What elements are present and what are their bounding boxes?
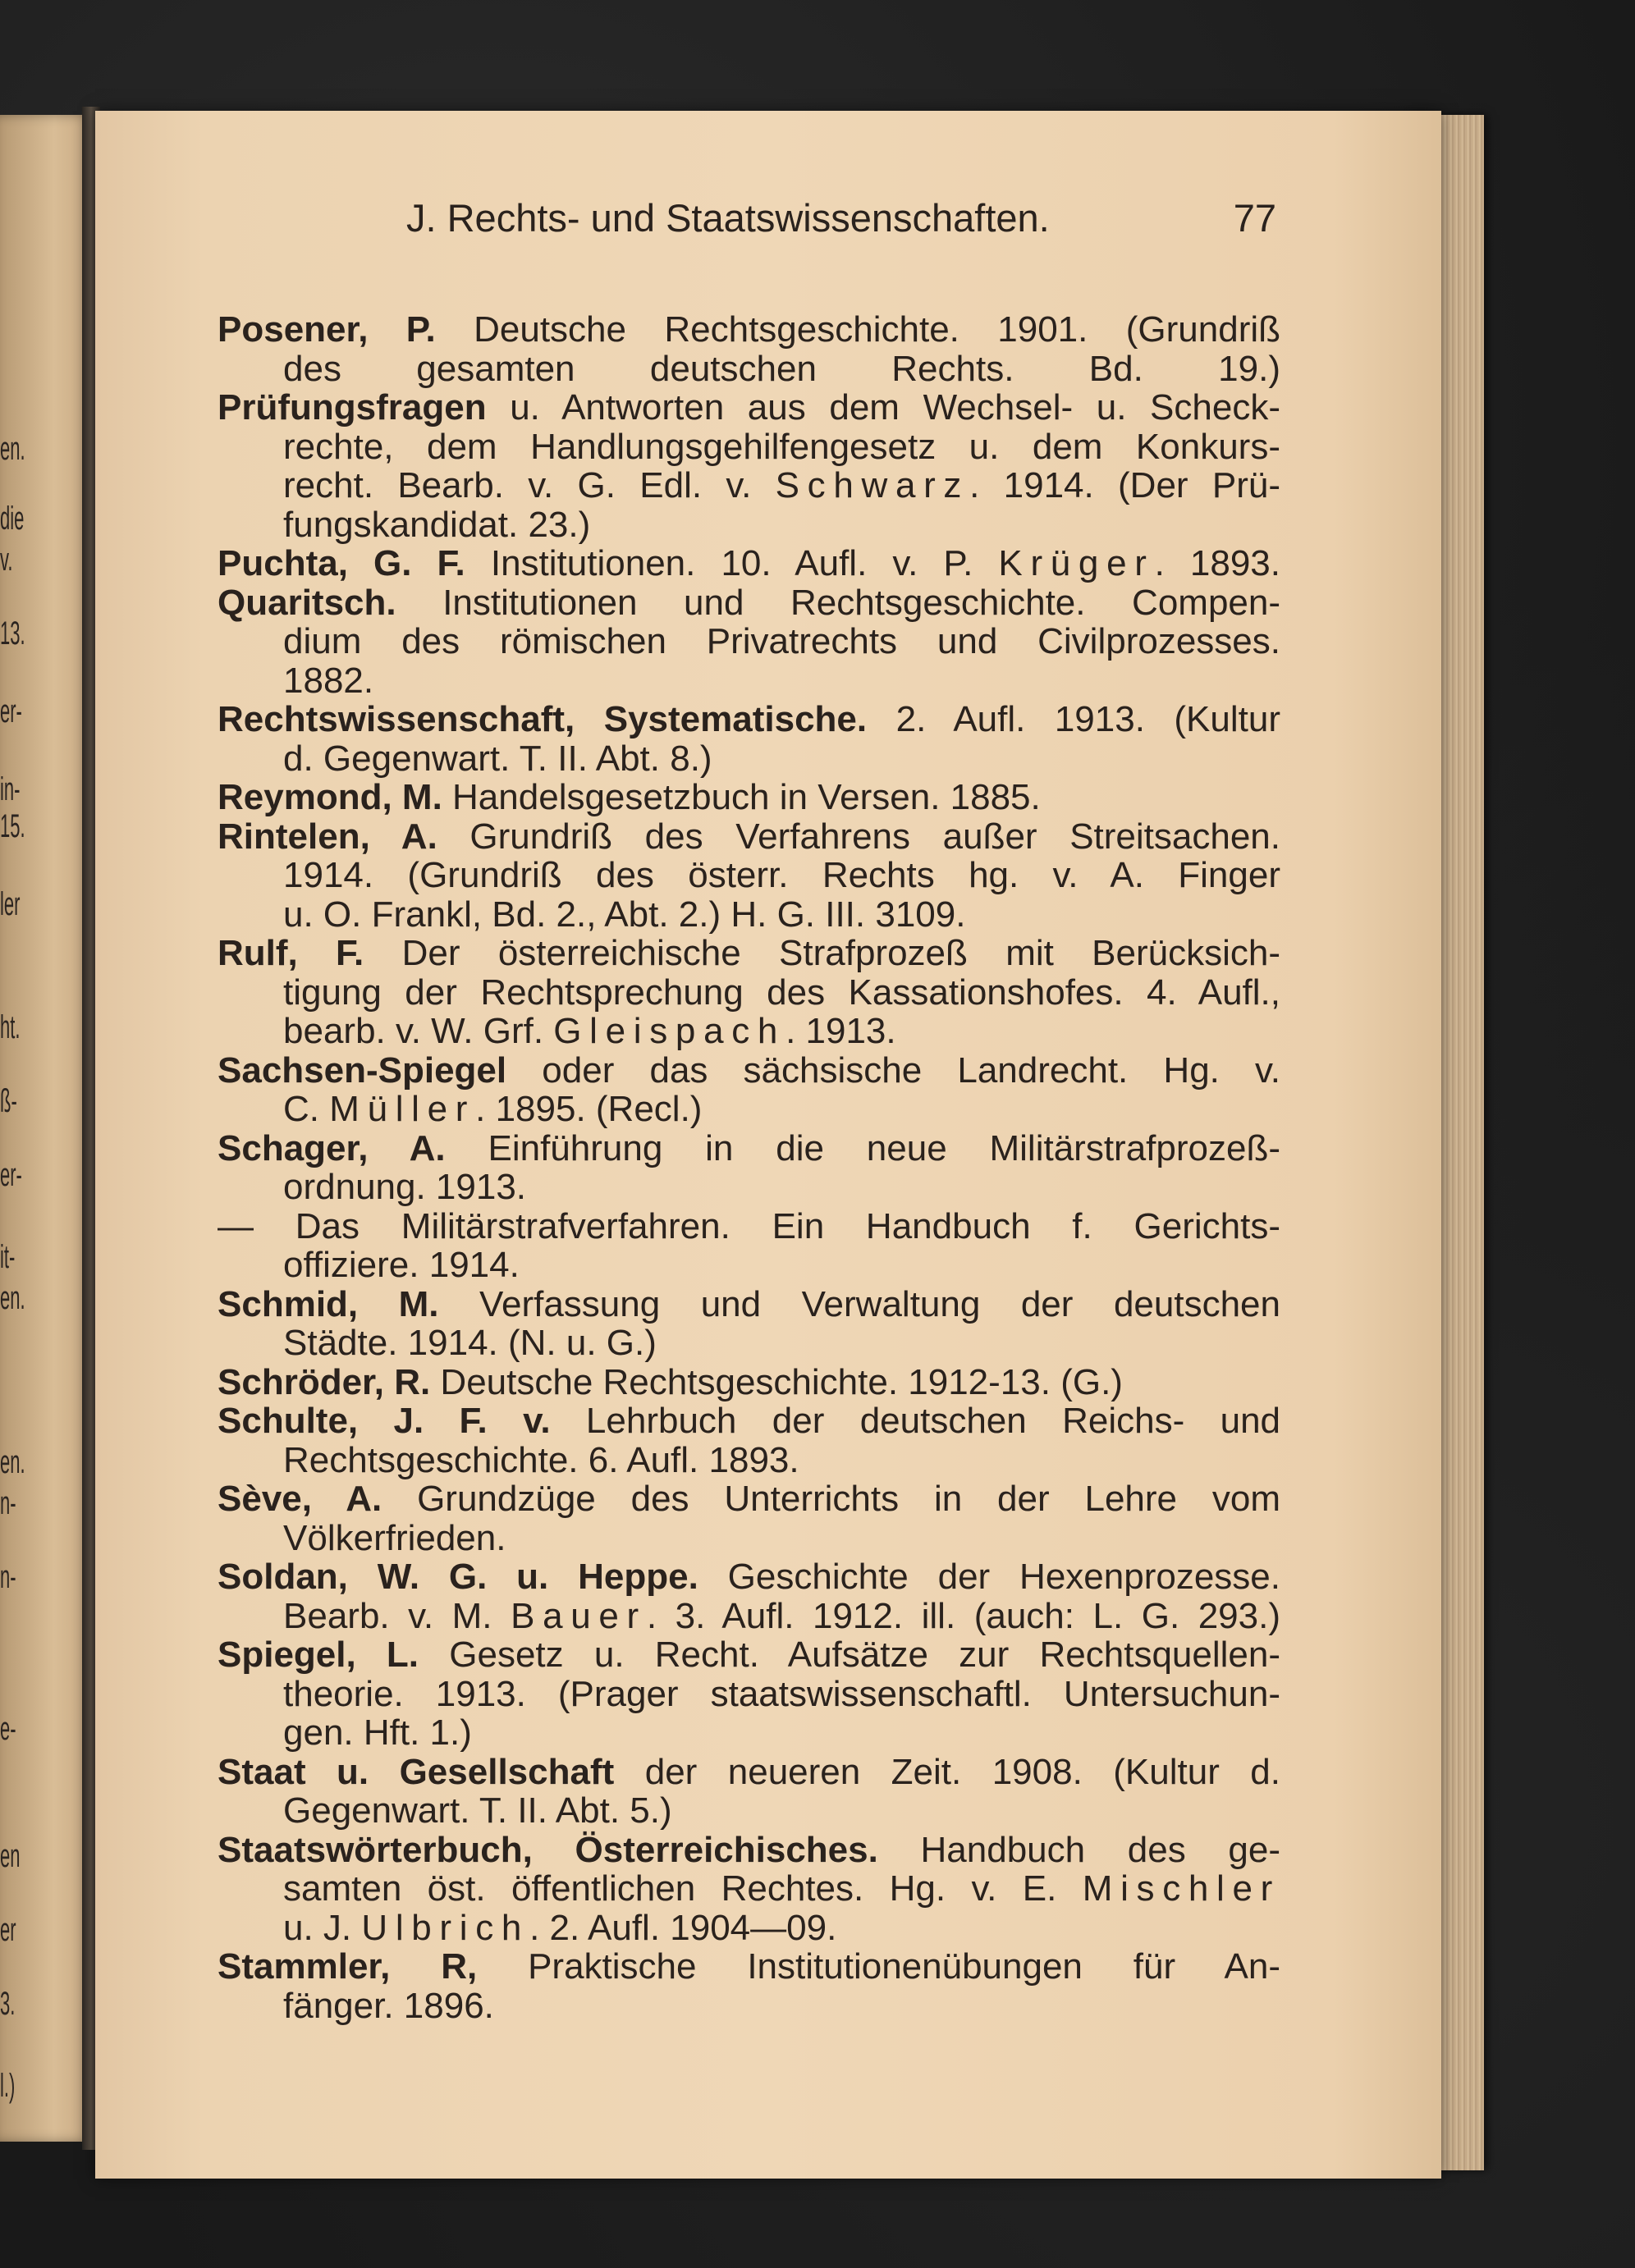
fragment: ht. (0, 1009, 21, 1045)
entry-head: Rintelen, A. (218, 816, 437, 857)
fragment: v. (0, 542, 13, 578)
entry-line: Schröder, R. Deutsche Rechtsgeschichte. 1912-13. (G.) (218, 1361, 1123, 1402)
entry-line: Reymond, M. Handelsgesetzbuch in Versen. 1885. (218, 777, 1041, 817)
entry-line: fungskandidat. 23.) (283, 504, 591, 545)
entry-line: Puchta, G. F. Institutionen. 10. Aufl. v. P. Krüger. 1893. (218, 543, 1280, 583)
entry-line: Schulte, J. F. v. Lehrbuch der deutschen Reichs- und (218, 1401, 1281, 1441)
entry-line: tigung der Rechtsprechung des Kassationshofes. 4. Aufl., (283, 972, 1280, 1013)
entry-head: Spiegel, L. (218, 1635, 419, 1675)
fragment: 15. (0, 808, 25, 844)
entry-line: u. O. Frankl, Bd. 2., Abt. 2.) H. G. III. 3109. (283, 894, 966, 935)
fragment: er (0, 1912, 16, 1948)
entry-line: theorie. 1913. (Prager staatswissenschaftl. Untersuchun- (283, 1673, 1280, 1714)
page-number: 77 (1233, 196, 1276, 240)
entry-line: samten öst. öffentlichen Rechtes. Hg. v. E. Mischler (283, 1868, 1280, 1909)
fragment: it- (0, 1239, 16, 1275)
entry-head: Reymond, M. (218, 777, 442, 817)
bibliography-entries (218, 310, 1280, 2025)
fragment: en (0, 1838, 21, 1874)
entry-line: Städte. 1914. (N. u. G.) (283, 1323, 657, 1363)
entry-line: Gegenwart. T. II. Abt. 5.) (283, 1790, 672, 1831)
fragment: in- (0, 771, 21, 807)
fragment: die (0, 501, 25, 537)
fragment: er- (0, 693, 22, 729)
running-title: J. Rechts- und Staatswissenschaften. (406, 196, 1050, 240)
fragment: l.) (0, 2068, 16, 2104)
fragment: en. (0, 431, 25, 467)
spaced-name: Mischler (1082, 1868, 1280, 1909)
entry-line: Soldan, W. G. u. Heppe. Geschichte der Hexenprozesse. (218, 1557, 1280, 1597)
fragment: n- (0, 1485, 16, 1521)
fragment: 3. (0, 1986, 16, 2022)
entry-line: fänger. 1896. (283, 1985, 494, 2026)
entry-line: Staat u. Gesellschaft der neueren Zeit. 1908. (Kultur d. (218, 1751, 1280, 1792)
entry-line: Völkerfrieden. (283, 1517, 506, 1558)
entry-head: Schmid, M. (218, 1283, 439, 1324)
spaced-name: Ulbrich (361, 1907, 530, 1948)
entry-line: u. J. Ulbrich. 2. Aufl. 1904—09. (283, 1907, 837, 1948)
entry-head: Staatswörterbuch, Österreichisches. (218, 1829, 878, 1870)
entry-head: Quaritsch. (218, 582, 396, 623)
entry-head: Rulf, F. (218, 933, 364, 973)
entry-head: Stammler, R, (218, 1946, 478, 1987)
entry-line: Schager, A. Einführung in die neue Militärstrafprozeß- (218, 1127, 1280, 1168)
entry-line: C. Müller. 1895. (Recl.) (283, 1089, 703, 1129)
spaced-name: Müller (329, 1089, 476, 1129)
entry-line: Bearb. v. M. Bauer. 3. Aufl. 1912. ill. (auch: L. G. 293.) (283, 1595, 1280, 1636)
spaced-name: Krüger (998, 543, 1155, 583)
running-head (406, 195, 1276, 261)
entry-line: Sève, A. Grundzüge des Unterrichts in der Lehre vom (218, 1479, 1280, 1519)
entry-head: Prüfungsfragen (218, 387, 487, 428)
entry-line: Stammler, R, Praktische Institutionenübungen für An- (218, 1946, 1281, 1987)
entry-line: offiziere. 1914. (283, 1245, 520, 1285)
entry-line: dium des römischen Privatrechts und Civilprozesses. (283, 621, 1280, 661)
previous-page-text-fragments (0, 115, 50, 2142)
entry-head: Sève, A. (218, 1479, 382, 1519)
entry-line: ordnung. 1913. (283, 1167, 527, 1207)
fragment: 13. (0, 615, 25, 652)
entry-line: bearb. v. W. Grf. Gleispach. 1913. (283, 1011, 896, 1051)
fragment: e- (0, 1711, 16, 1747)
fragment: en. (0, 1280, 25, 1316)
entry-head: Posener, P. (218, 309, 436, 350)
entry-line: gen. Hft. 1.) (283, 1712, 472, 1753)
entry-line: rechte, dem Handlungsgehilfengesetz u. dem Konkurs- (283, 426, 1280, 467)
entry-line: 1914. (Grundriß des österr. Rechts hg. v. A. Finger (283, 855, 1280, 895)
entry-line: Rulf, F. Der österreichische Strafprozeß mit Berücksich- (218, 933, 1280, 973)
entry-head: Puchta, G. F. (218, 543, 465, 583)
entry-line: Rintelen, A. Grundriß des Verfahrens außer Streitsachen. (218, 816, 1280, 857)
ditto-dash: — (218, 1205, 254, 1246)
entry-line: Quaritsch. Institutionen und Rechtsgeschichte. Compen- (218, 582, 1281, 623)
entry-line: Posener, P. Deutsche Rechtsgeschichte. 1901. (Grundriß (218, 309, 1280, 350)
spaced-name: Bauer (511, 1595, 647, 1636)
spaced-name: Schwarz (775, 465, 970, 505)
entry-line: Schmid, M. Verfassung und Verwaltung der deutschen (218, 1283, 1280, 1324)
entry-line: Rechtsgeschichte. 6. Aufl. 1893. (283, 1439, 799, 1480)
entry-line: Rechtswissenschaft, Systematische. 2. Aufl. 1913. (Kultur (218, 699, 1280, 739)
previous-page-edge (0, 115, 90, 2142)
entry-head: Staat u. Gesellschaft (218, 1751, 615, 1792)
entry-line: Sachsen-Spiegel oder das sächsische Landrecht. Hg. v. (218, 1049, 1280, 1091)
entry-head: Sachsen-Spiegel (218, 1049, 507, 1091)
entry-head: Schager, A. (218, 1127, 446, 1168)
entry-line: 1882. (283, 660, 374, 701)
fragment: n- (0, 1559, 16, 1595)
entry-line: Spiegel, L. Gesetz u. Recht. Aufsätze zur Rechtsquellen- (218, 1635, 1280, 1675)
entry-line: d. Gegenwart. T. II. Abt. 8.) (283, 738, 712, 779)
entry-line: Prüfungsfragen u. Antworten aus dem Wechsel- u. Scheck- (218, 387, 1281, 428)
fragment: en. (0, 1444, 25, 1480)
entry-head: Schröder, R. (218, 1361, 431, 1402)
entry-line: des gesamten deutschen Rechts. Bd. 19.) (283, 348, 1280, 389)
entry-line: Staatswörterbuch, Österreichisches. Handbuch des ge- (218, 1829, 1280, 1870)
spaced-name: Gleispach (553, 1011, 786, 1051)
fragment: er- (0, 1157, 22, 1193)
entry-line: — Das Militärstrafverfahren. Ein Handbuch f. Gerichts- (218, 1205, 1280, 1246)
entry-head: Soldan, W. G. u. Heppe. (218, 1557, 698, 1597)
fragment: ß- (0, 1083, 17, 1119)
fragment: ler (0, 886, 21, 922)
entry-head: Rechtswissenschaft, Systematische. (218, 699, 868, 739)
entry-head: Schulte, J. F. v. (218, 1401, 551, 1441)
entry-line: recht. Bearb. v. G. Edl. v. Schwarz. 1914. (Der Prü- (283, 465, 1280, 505)
